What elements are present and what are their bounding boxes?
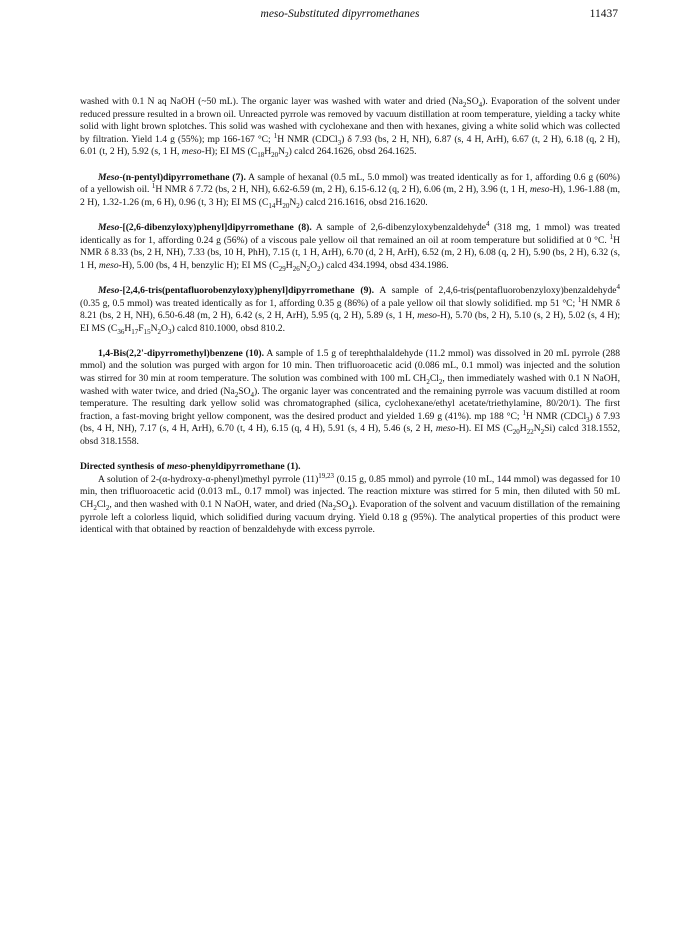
directed-synthesis-paragraph: A solution of 2-(α-hydroxy-α-phenyl)methyl pyrrole $(11)^{19,23}$ (0.15 g, 0.85 mmol) and pyrrole (10 mL, 144 mmol) was degassed for 10 min, then trifluoroacetic acid (0.013 mL, 0.17 mmol) was injected. The reaction mixture was stirred for 5 min, then diluted with 50 mL $CH_2Cl_2$, and then washed with 0.1 N NaOH, water, and dried $(Na_2SO_4)$. Evaporation of the solvent and vacuum distillation of the remaining pyrrole left a colorless liquid, which solidified during vacuum drying. Yield 0.18 g (95%). The analytical properties of this product were identical with that obtained by reaction of benzaldehyde with excess pyrrole. <box>80 471 620 536</box>
section-heading: Directed synthesis of meso-phenyldipyrromethane (1). <box>80 461 301 473</box>
running-title: meso-Substituted dipyrromethanes <box>260 8 420 20</box>
compound-8-title: Meso-[(2,6-dibenzyloxy)phenyl]dipyrromethane (8). <box>98 221 312 233</box>
compound-9-paragraph: Meso-[2,4,6-tris(pentafluorobenzyloxy)phenyl]dipyrromethane (9). A sample of 2,4,6-tris(pentafluorobenzyloxy)benzaldehyde$^4$ (0.35 g, 0.5 mmol) was treated identically as for 1, affording 0.35 g (86%) of a pale yellow oil that slowly solidified. mp 51 °C; $^1$H NMR δ 8.21 (bs, 2 H, NH), 6.50-6.48 (m, 2 H), 6.42 (s, 2 H, ArH), 5.95 (q, 2 H), 5.89 (s, 1 H, meso-H), 5.70 (bs, 2 H), 5.10 (s, 2 H), 5.02 (s, 4 H); EI MS $(C_{36}H_{17}F_{15}N_2O_3)$ calcd 810.1000, obsd 810.2. <box>80 282 621 336</box>
article-body <box>80 96 620 537</box>
compound-10-paragraph: 1,4-Bis(2,2'-dipyrromethyl)benzene (10). A sample of 1.5 g of terephthalaldehyde (11.2 mmol) was dissolved in 20 mL pyrrole (288 mmol) and the solution was purged with argon for 10 min. Then trifluoroacetic acid (0.086 mL, 0.1 mmol) was injected and the solution was stirred for 30 min at room temperature. The solution was combined with 100 mL $CH_2Cl_2$, then immediately washed with 0.1 N NaOH, washed with water twice, and dried $(Na_2SO_4)$. The organic layer was concentrated and the remaining pyrrole was vacuum distilled at room temperature. The resulting dark yellow solid was chromatographed (silica, cyclohexane/ethyl acetate/triethylamine, 80/20/1). The first fraction, a fast-moving bright yellow component, was the desired product and yielded 1.69 g (41%). mp 188 °C; $^1$H NMR (CDCl$_3$) δ 7.93 (bs, 4 H, NH), 7.17 (s, 4 H, ArH), 6.70 (t, 4 H), 6.15 (q, 4 H), 5.91 (s, 4 H), 5.46 (s, 2 H, meso-H). EI MS $(C_{20}H_{22}N_2Si)$ calcd 318.1552, obsd 318.1558. <box>80 347 621 448</box>
page-number: 11437 <box>589 8 618 20</box>
compound-9-title: Meso-[2,4,6-tris(pentafluorobenzyloxy)phenyl]dipyrromethane (9). <box>98 284 375 296</box>
compound-7-paragraph: Meso-(n-pentyl)dipyrromethane (7). A sample of hexanal (0.5 mL, 5.0 mmol) was treated identically as for 1, affording 0.6 g (60%) of a yellowish oil. $^1$H NMR δ 7.72 (bs, 2 H, NH), 6.62-6.59 (m, 2 H), 6.15-6.12 (q, 2 H), 6.06 (m, 2 H), 3.96 (t, 1 H, meso-H), 1.96-1.88 (m, 2 H), 1.32-1.26 (m, 6 H), 0.96 (t, 3 H); EI MS $(C_{14}H_{20}N_2)$ calcd 216.1616, obsd 216.1620. <box>80 171 620 210</box>
compound-8-paragraph: Meso-[(2,6-dibenzyloxy)phenyl]dipyrromethane (8). A sample of 2,6-dibenzyloxybenzaldehyde$^4$ (318 mg, 1 mmol) was treated identically as for 1, affording 0.24 g (56%) of a viscous pale yellow oil that remained an oil at room temperature but solidified at 0 °C. $^1$H NMR δ 8.33 (bs, 2 H, NH), 7.33 (bs, 10 H, PhH), 7.15 (t, 1 H, ArH), 6.70 (d, 2 H, ArH), 6.52 (m, 2 H), 6.08 (q, 2 H), 5.90 (bs, 2 H), 6.32 (s, 1 H, meso-H), 5.00 (bs, 4 H, benzylic H); EI MS $(C_{29}H_{26}N_2O_2)$ calcd 434.1994, obsd 434.1986. <box>80 219 621 273</box>
compound-7-title: Meso-(n-pentyl)dipyrromethane (7). <box>98 171 246 183</box>
compound-10-title: 1,4-Bis(2,2'-dipyrromethyl)benzene (10). <box>98 347 265 359</box>
page-header <box>0 8 680 26</box>
paragraph-continuation: washed with 0.1 N aq NaOH (~50 mL). The organic layer was washed with water and dried $(Na_2SO_4)$. Evaporation of the solvent under reduced pressure resulted in a brown oil. Unreacted pyrrole was removed by vacuum distillation at room temperature, yielding a tacky white solid with light brown splotches. This solid was washed with cyclohexane and then with hexanes, giving a white solid which was collected by filtration. Yield 1.4 g (55%); mp 166-167 °C; $^1$H NMR (CDCl$_3$) δ 7.93 (bs, 2 H, NH), 6.87 (s, 4 H, ArH), 6.67 (t, 2 H), 6.18 (q, 2 H), 6.01 (t, 2 H), 5.92 (s, 1 H, meso-H); EI MS $(C_{18}H_{20}N_2)$ calcd 264.1626, obsd 264.1625. <box>80 96 620 160</box>
